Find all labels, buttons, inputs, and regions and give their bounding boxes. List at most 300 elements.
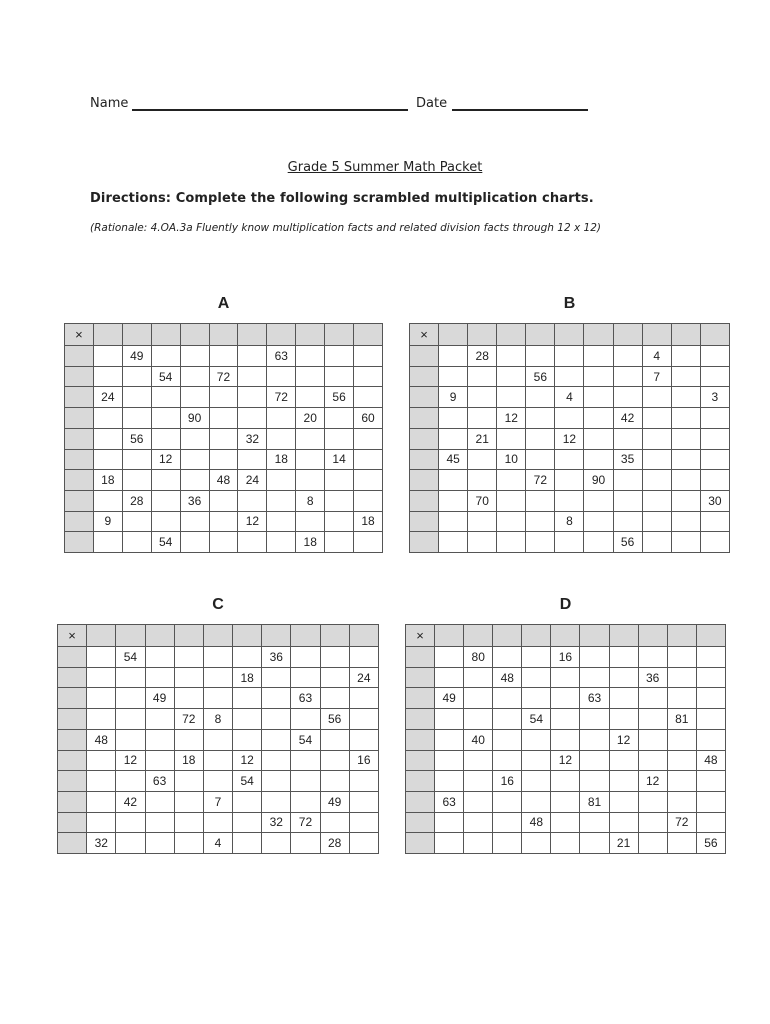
column-header-cell[interactable] [671,324,700,346]
product-cell[interactable] [522,688,551,709]
product-cell[interactable] [349,812,378,833]
product-cell[interactable] [464,709,493,730]
row-header-cell[interactable] [406,729,435,750]
product-cell[interactable] [87,709,116,730]
product-cell[interactable] [262,729,291,750]
product-cell[interactable] [151,387,180,408]
product-cell[interactable] [116,729,145,750]
column-header-cell[interactable] [174,625,203,647]
column-header-cell[interactable] [700,324,729,346]
product-cell[interactable] [93,532,122,553]
row-header-cell[interactable] [406,667,435,688]
product-cell[interactable] [493,812,522,833]
product-cell[interactable] [209,511,238,532]
product-cell[interactable] [145,709,174,730]
product-cell[interactable] [439,408,468,429]
product-cell[interactable] [87,791,116,812]
product-cell[interactable] [122,532,151,553]
column-header-cell[interactable] [667,625,696,647]
product-cell[interactable] [609,771,638,792]
product-cell[interactable] [262,750,291,771]
product-cell[interactable] [522,667,551,688]
column-header-cell[interactable] [267,324,296,346]
column-header-cell[interactable] [291,625,320,647]
product-cell[interactable] [642,428,671,449]
product-cell[interactable] [638,729,667,750]
row-header-cell[interactable] [410,408,439,429]
product-cell[interactable] [493,791,522,812]
product-cell[interactable] [238,408,267,429]
column-header-cell[interactable] [642,324,671,346]
product-cell[interactable] [233,647,262,668]
product-cell[interactable] [238,387,267,408]
column-header-cell[interactable] [468,324,497,346]
product-cell[interactable] [667,688,696,709]
product-cell[interactable] [584,449,613,470]
product-cell[interactable] [320,667,349,688]
product-cell[interactable] [439,532,468,553]
column-header-cell[interactable] [551,625,580,647]
product-cell[interactable] [671,449,700,470]
column-header-cell[interactable] [122,324,151,346]
product-cell[interactable] [349,688,378,709]
row-header-cell[interactable] [58,709,87,730]
product-cell[interactable] [93,428,122,449]
product-cell[interactable] [667,647,696,668]
product-cell[interactable] [320,750,349,771]
product-cell[interactable] [267,490,296,511]
product-cell[interactable] [87,647,116,668]
product-cell[interactable] [613,366,642,387]
product-cell[interactable] [439,470,468,491]
row-header-cell[interactable] [410,532,439,553]
product-cell[interactable] [696,709,725,730]
product-cell[interactable] [580,729,609,750]
product-cell[interactable] [435,647,464,668]
product-cell[interactable] [468,511,497,532]
product-cell[interactable] [122,408,151,429]
product-cell[interactable] [700,428,729,449]
product-cell[interactable] [526,449,555,470]
product-cell[interactable] [233,833,262,854]
product-cell[interactable] [555,490,584,511]
row-header-cell[interactable] [410,366,439,387]
product-cell[interactable] [584,366,613,387]
row-header-cell[interactable] [65,449,94,470]
product-cell[interactable] [613,490,642,511]
row-header-cell[interactable] [65,470,94,491]
product-cell[interactable] [526,346,555,367]
product-cell[interactable] [497,490,526,511]
product-cell[interactable] [151,346,180,367]
product-cell[interactable] [580,812,609,833]
product-cell[interactable] [87,688,116,709]
product-cell[interactable] [209,449,238,470]
product-cell[interactable] [700,511,729,532]
product-cell[interactable] [435,729,464,750]
product-cell[interactable] [526,387,555,408]
product-cell[interactable] [439,490,468,511]
product-cell[interactable] [439,346,468,367]
product-cell[interactable] [638,688,667,709]
product-cell[interactable] [464,771,493,792]
product-cell[interactable] [555,449,584,470]
product-cell[interactable] [354,346,383,367]
row-header-cell[interactable] [410,428,439,449]
column-header-cell[interactable] [151,324,180,346]
product-cell[interactable] [151,511,180,532]
product-cell[interactable] [145,791,174,812]
product-cell[interactable] [642,387,671,408]
column-header-cell[interactable] [349,625,378,647]
product-cell[interactable] [203,750,232,771]
product-cell[interactable] [522,791,551,812]
product-cell[interactable] [700,366,729,387]
product-cell[interactable] [203,729,232,750]
column-header-cell[interactable] [262,625,291,647]
product-cell[interactable] [145,833,174,854]
product-cell[interactable] [325,490,354,511]
product-cell[interactable] [580,647,609,668]
product-cell[interactable] [609,647,638,668]
product-cell[interactable] [522,750,551,771]
product-cell[interactable] [296,470,325,491]
product-cell[interactable] [291,771,320,792]
product-cell[interactable] [320,729,349,750]
product-cell[interactable] [609,667,638,688]
product-cell[interactable] [349,791,378,812]
product-cell[interactable] [667,791,696,812]
product-cell[interactable] [122,511,151,532]
product-cell[interactable] [354,532,383,553]
product-cell[interactable] [667,729,696,750]
product-cell[interactable] [87,750,116,771]
product-cell[interactable] [238,449,267,470]
product-cell[interactable] [325,428,354,449]
product-cell[interactable] [291,709,320,730]
product-cell[interactable] [551,771,580,792]
product-cell[interactable] [522,771,551,792]
product-cell[interactable] [116,688,145,709]
product-cell[interactable] [93,346,122,367]
row-header-cell[interactable] [410,449,439,470]
product-cell[interactable] [354,428,383,449]
column-header-cell[interactable] [522,625,551,647]
column-header-cell[interactable] [464,625,493,647]
column-header-cell[interactable] [584,324,613,346]
product-cell[interactable] [555,366,584,387]
product-cell[interactable] [522,729,551,750]
product-cell[interactable] [122,387,151,408]
product-cell[interactable] [291,647,320,668]
product-cell[interactable] [468,532,497,553]
column-header-cell[interactable] [497,324,526,346]
product-cell[interactable] [122,366,151,387]
product-cell[interactable] [642,532,671,553]
product-cell[interactable] [468,387,497,408]
product-cell[interactable] [354,449,383,470]
product-cell[interactable] [464,791,493,812]
row-header-cell[interactable] [410,511,439,532]
product-cell[interactable] [493,750,522,771]
column-header-cell[interactable] [87,625,116,647]
row-header-cell[interactable] [65,428,94,449]
column-header-cell[interactable] [696,625,725,647]
product-cell[interactable] [609,812,638,833]
product-cell[interactable] [267,366,296,387]
column-header-cell[interactable] [233,625,262,647]
product-cell[interactable] [638,709,667,730]
product-cell[interactable] [325,408,354,429]
product-cell[interactable] [493,729,522,750]
product-cell[interactable] [325,366,354,387]
product-cell[interactable] [435,667,464,688]
product-cell[interactable] [497,511,526,532]
product-cell[interactable] [671,428,700,449]
product-cell[interactable] [497,366,526,387]
row-header-cell[interactable] [58,729,87,750]
product-cell[interactable] [151,408,180,429]
product-cell[interactable] [613,428,642,449]
product-cell[interactable] [291,667,320,688]
product-cell[interactable] [526,428,555,449]
product-cell[interactable] [116,771,145,792]
row-header-cell[interactable] [406,750,435,771]
product-cell[interactable] [526,408,555,429]
product-cell[interactable] [262,833,291,854]
product-cell[interactable] [580,750,609,771]
column-header-cell[interactable] [325,324,354,346]
row-header-cell[interactable] [406,833,435,854]
product-cell[interactable] [174,729,203,750]
row-header-cell[interactable] [406,791,435,812]
product-cell[interactable] [667,667,696,688]
product-cell[interactable] [180,366,209,387]
product-cell[interactable] [354,490,383,511]
product-cell[interactable] [209,490,238,511]
product-cell[interactable] [497,428,526,449]
product-cell[interactable] [296,366,325,387]
product-cell[interactable] [262,709,291,730]
column-header-cell[interactable] [493,625,522,647]
product-cell[interactable] [122,449,151,470]
product-cell[interactable] [551,812,580,833]
product-cell[interactable] [87,812,116,833]
product-cell[interactable] [151,490,180,511]
product-cell[interactable] [180,387,209,408]
product-cell[interactable] [116,812,145,833]
row-header-cell[interactable] [410,470,439,491]
product-cell[interactable] [696,667,725,688]
product-cell[interactable] [522,647,551,668]
product-cell[interactable] [642,470,671,491]
product-cell[interactable] [145,667,174,688]
column-header-cell[interactable] [609,625,638,647]
product-cell[interactable] [267,532,296,553]
row-header-cell[interactable] [58,833,87,854]
product-cell[interactable] [349,833,378,854]
product-cell[interactable] [180,346,209,367]
product-cell[interactable] [439,428,468,449]
product-cell[interactable] [667,750,696,771]
product-cell[interactable] [584,532,613,553]
product-cell[interactable] [238,346,267,367]
row-header-cell[interactable] [65,346,94,367]
product-cell[interactable] [638,791,667,812]
product-cell[interactable] [174,791,203,812]
row-header-cell[interactable] [58,647,87,668]
product-cell[interactable] [700,408,729,429]
product-cell[interactable] [203,812,232,833]
product-cell[interactable] [209,532,238,553]
product-cell[interactable] [671,387,700,408]
column-header-cell[interactable] [238,324,267,346]
product-cell[interactable] [349,709,378,730]
product-cell[interactable] [267,428,296,449]
product-cell[interactable] [262,667,291,688]
product-cell[interactable] [151,470,180,491]
product-cell[interactable] [296,346,325,367]
product-cell[interactable] [325,346,354,367]
product-cell[interactable] [296,449,325,470]
product-cell[interactable] [320,688,349,709]
row-header-cell[interactable] [65,532,94,553]
row-header-cell[interactable] [58,750,87,771]
product-cell[interactable] [209,387,238,408]
date-field[interactable] [452,97,588,111]
product-cell[interactable] [174,833,203,854]
product-cell[interactable] [642,511,671,532]
product-cell[interactable] [555,346,584,367]
product-cell[interactable] [584,428,613,449]
product-cell[interactable] [174,812,203,833]
product-cell[interactable] [296,387,325,408]
row-header-cell[interactable] [410,490,439,511]
product-cell[interactable] [233,709,262,730]
product-cell[interactable] [493,833,522,854]
product-cell[interactable] [116,833,145,854]
product-cell[interactable] [435,771,464,792]
product-cell[interactable] [493,688,522,709]
product-cell[interactable] [238,366,267,387]
product-cell[interactable] [671,346,700,367]
product-cell[interactable] [609,791,638,812]
product-cell[interactable] [642,408,671,429]
column-header-cell[interactable] [145,625,174,647]
product-cell[interactable] [613,470,642,491]
product-cell[interactable] [464,833,493,854]
product-cell[interactable] [667,771,696,792]
product-cell[interactable] [464,688,493,709]
product-cell[interactable] [580,833,609,854]
product-cell[interactable] [497,346,526,367]
product-cell[interactable] [468,470,497,491]
product-cell[interactable] [93,366,122,387]
product-cell[interactable] [493,647,522,668]
row-header-cell[interactable] [406,771,435,792]
product-cell[interactable] [468,366,497,387]
row-header-cell[interactable] [65,366,94,387]
product-cell[interactable] [497,532,526,553]
product-cell[interactable] [493,709,522,730]
product-cell[interactable] [439,511,468,532]
product-cell[interactable] [439,366,468,387]
product-cell[interactable] [468,449,497,470]
product-cell[interactable] [203,771,232,792]
product-cell[interactable] [551,709,580,730]
product-cell[interactable] [696,647,725,668]
product-cell[interactable] [435,833,464,854]
product-cell[interactable] [93,449,122,470]
product-cell[interactable] [609,709,638,730]
product-cell[interactable] [700,470,729,491]
product-cell[interactable] [180,470,209,491]
product-cell[interactable] [584,490,613,511]
product-cell[interactable] [180,532,209,553]
column-header-cell[interactable] [439,324,468,346]
product-cell[interactable] [435,750,464,771]
product-cell[interactable] [671,511,700,532]
row-header-cell[interactable] [65,511,94,532]
product-cell[interactable] [320,771,349,792]
product-cell[interactable] [180,428,209,449]
column-header-cell[interactable] [296,324,325,346]
product-cell[interactable] [174,771,203,792]
product-cell[interactable] [87,667,116,688]
product-cell[interactable] [551,688,580,709]
product-cell[interactable] [145,729,174,750]
column-header-cell[interactable] [613,324,642,346]
product-cell[interactable] [325,532,354,553]
product-cell[interactable] [354,366,383,387]
product-cell[interactable] [468,408,497,429]
product-cell[interactable] [613,511,642,532]
product-cell[interactable] [122,470,151,491]
product-cell[interactable] [320,647,349,668]
column-header-cell[interactable] [435,625,464,647]
product-cell[interactable] [464,812,493,833]
column-header-cell[interactable] [638,625,667,647]
product-cell[interactable] [555,408,584,429]
product-cell[interactable] [638,833,667,854]
product-cell[interactable] [291,791,320,812]
product-cell[interactable] [151,428,180,449]
product-cell[interactable] [638,750,667,771]
product-cell[interactable] [93,490,122,511]
column-header-cell[interactable] [580,625,609,647]
product-cell[interactable] [262,791,291,812]
product-cell[interactable] [209,428,238,449]
product-cell[interactable] [354,470,383,491]
column-header-cell[interactable] [526,324,555,346]
row-header-cell[interactable] [58,791,87,812]
product-cell[interactable] [551,667,580,688]
product-cell[interactable] [320,812,349,833]
product-cell[interactable] [696,791,725,812]
column-header-cell[interactable] [209,324,238,346]
product-cell[interactable] [174,667,203,688]
product-cell[interactable] [145,750,174,771]
row-header-cell[interactable] [406,709,435,730]
product-cell[interactable] [642,449,671,470]
product-cell[interactable] [555,532,584,553]
column-header-cell[interactable] [203,625,232,647]
product-cell[interactable] [609,750,638,771]
product-cell[interactable] [526,511,555,532]
product-cell[interactable] [580,771,609,792]
product-cell[interactable] [671,470,700,491]
product-cell[interactable] [671,532,700,553]
